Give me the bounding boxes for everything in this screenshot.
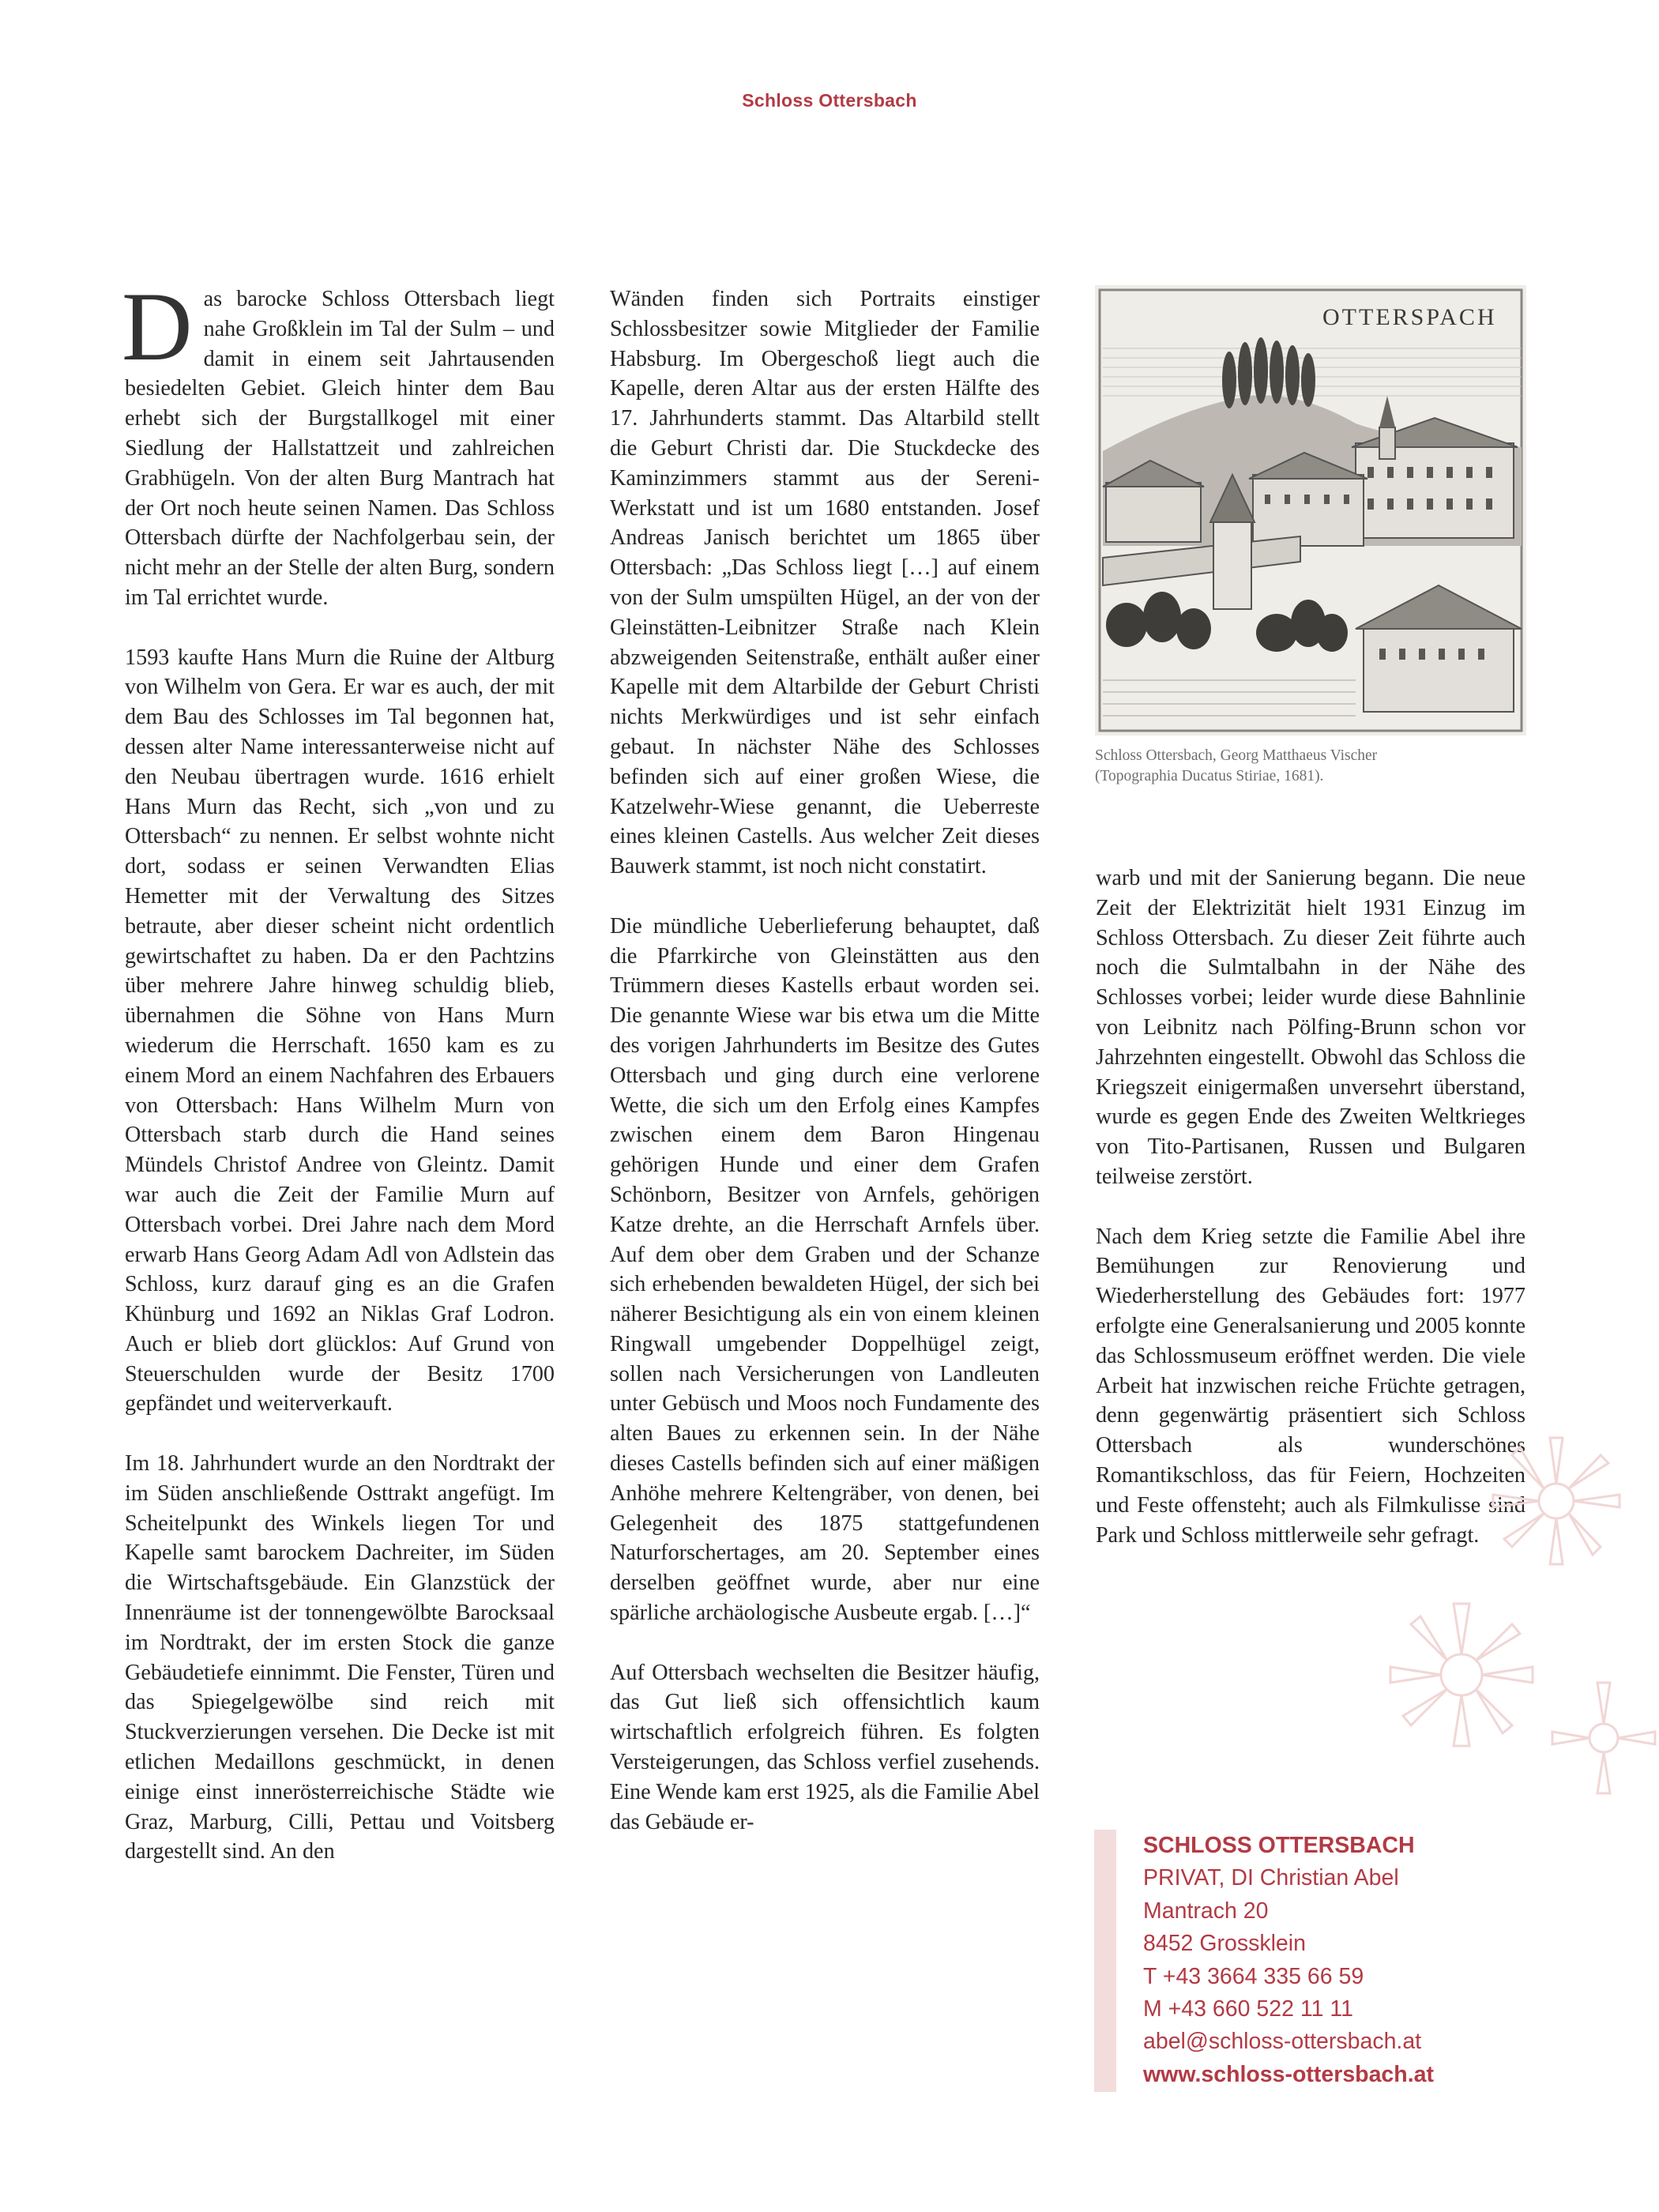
website-link[interactable]: www.schloss-ottersbach.at: [1143, 2061, 1434, 2087]
paragraph-intro: [122, 273, 555, 613]
email-link[interactable]: abel@schloss-ottersbach.at: [1143, 2029, 1422, 2055]
paragraph-intro-text: as barocke Schloss Ottersbach liegt nahe Großklein im Tal der Sulm – und damit in einem seit Jahrtausenden besiedelten Gebiet. Gleich hinter dem Bau erhebt sich der Burgstallkogel mit einer Siedlung der Hallstattzeit und zahlreichen Grabhügeln. Von der alten Burg Mantrach hat der Ort noch heute seinen Namen. Das Schloss Ottersbach dürfte der Nachfolgerbau sein, der nicht mehr an der Stelle der alten Burg, sondern im Tal errichtet wurde.: [125, 287, 555, 610]
article-column-1: [122, 273, 555, 1867]
caption-line: Schloss Ottersbach, Georg Matthaeus Vischer: [1095, 747, 1378, 764]
castle-engraving-image: [1095, 285, 1526, 735]
paragraph: Im 18. Jahrhundert wurde an den Nordtrakt der im Süden anschließende Osttrakt angefügt. Im Scheitelpunkt des Winkels liegen Tor und Kapelle samt barockem Dachreiter, im Süden die Wirtschaftsgebäude. Ein Glanzstück der Innenräume ist der tonnengewölbte Barocksaal im Nordtrakt, der im ersten Stock die ganze Gebäudetiefe einnimmt. Die Fenster, Türen und das Spiegelgewölbe sind reich mit Stuckverzierungen versehen. Die Decke ist mit etlichen Medaillons geschmückt, in denen einige einst innerösterreichische Städte wie Graz, Marburg, Cilli, Pettau und Voitsberg dargestellt sind. An den: [125, 1451, 555, 1864]
phone-number: T +43 3664 335 66 59: [1143, 1963, 1364, 1989]
postal-city: 8452 Grossklein: [1143, 1931, 1306, 1957]
contact-info-box: [1094, 1830, 1537, 2092]
article-column-2: [610, 284, 1040, 1837]
venue-name: SCHLOSS OTTERSBACH: [1143, 1833, 1415, 1858]
owner: PRIVAT, DI Christian Abel: [1143, 1865, 1399, 1891]
figure-caption: [1095, 746, 1537, 787]
engraving-title: OTTERSPACH: [1322, 304, 1497, 330]
paragraph: Die mündliche Ueberlieferung behauptet, daß die Pfarrkirche von Gleinstätten aus den Trümmern dieses Kastells erbaut worden sei. Die genannte Wiese war bis etwa um die Mitte des vorigen Jahrhunderts im Besitze des Gutes Ottersbach und ging durch eine verlorene Wette, die sich um den Erfolg eines Kampfes zwischen einem dem Baron Hingenau gehörigen Hunde und einer dem Grafen Schönborn, Besitzer von Arnfels, gehörigen Katze drehte, an die Herrschaft Arnfels über. Auf dem ober dem Graben und der Schanze sich erhebenden bewaldeten Hügel, der sich bei näherer Besichtigung als ein von einem kleinen Ringwall umgebender Doppelhügel zeigt, sollen nach Versicherungen von Landleuten unter Gebüsch und Moos noch Fundamente des alten Baues zu erkennen sein. In der Nähe dieses Castells befinden sich auf einer mäßigen Anhöhe mehrere Keltengräber, von denen, bei Gelegenheit des 1875 stattgefundenen Naturforschertages, am 20. September eines derselben geöffnet wurde, aber nur eine spärliche archäologische Ausbeute ergab. […]“: [610, 913, 1040, 1626]
castle-engraving-drawing: [1095, 285, 1526, 735]
mobile-number: M +43 660 522 11 11: [1143, 1996, 1353, 2022]
floral-decoration-icon: [1343, 1406, 1659, 1849]
street-address: Mantrach 20: [1143, 1898, 1269, 1924]
paragraph: 1593 kaufte Hans Murn die Ruine der Altburg von Wilhelm von Gera. Er war es auch, der mit dem Bau des Schlosses im Tal begonnen hat, dessen alter Name interessanterweise nicht auf den Neubau übertragen wurde. 1616 erhielt Hans Murn das Recht, sich „von und zu Ottersbach“ zu nennen. Er selbst wohnte nicht dort, sodass er seinen Verwandten Elias Hemetter mit der Verwaltung des Sitzes betraute, aber dieser scheint nicht ordentlich gewirtschaftet zu haben. Da er den Pachtzins über mehrere Jahre hinweg schuldig blieb, übernahmen die Söhne von Hans Murn wiederum die Herrschaft. 1650 kam es zu einem Mord an einem Nachfahren des Erbauers von Ottersbach: Hans Wilhelm Murn von Ottersbach starb durch die Hand seines Mündels Christof Andree von Gleintz. Damit war auch die Zeit der Familie Murn auf Ottersbach vorbei. Drei Jahre nach dem Mord erwarb Hans Georg Adam Adl von Adlstein das Schloss, kurz darauf ging es an die Grafen Khünburg und 1692 an Niklas Graf Lodron. Auch er blieb dort glücklos: Auf Grund von Steuerschulden wurde der Besitz 1700 gepfändet und weiterverkauft.: [125, 645, 555, 1416]
page-header-title: Schloss Ottersbach: [742, 90, 917, 111]
drop-cap: D: [122, 273, 193, 381]
info-accent-bar: [1094, 1830, 1116, 2092]
paragraph: Wänden finden sich Portraits einstiger Schlossbesitzer sowie Mitglieder der Familie Habsburg. Im Obergeschoß liegt auch die Kapelle, deren Altar aus der ersten Hälfte des 17. Jahrhunderts stammt. Das Altarbild stellt die Geburt Christi dar. Die Stuckdecke des Kaminzimmers stammt aus der Sereni-Werkstatt und ist um 1680 entstanden. Josef Andreas Janisch berichtet um 1865 über Ottersbach: „Das Schloss liegt […] auf einem von der Sulm umspülten Hügel, an der von der Gleinstätten-Leibnitzer Straße nach Klein abzweigenden Seitenstraße, enthält außer einer Kapelle mit dem Altarbilde der Geburt Christi nichts Merkwürdiges und ist sehr einfach gebaut. In nächster Nähe des Schlosses befinden sich auf einer großen Wiese, die Katzelwehr-Wiese genannt, die Ueberreste eines kleinen Castells. Aus welcher Zeit dieses Bauwerk stammt, ist noch nicht constatirt.: [610, 287, 1040, 879]
paragraph: warb und mit der Sanierung begann. Die neue Zeit der Elektrizität hielt 1931 Einzug im Schloss Ottersbach. Zu dieser Zeit führte auch noch die Sulmtalbahn in der Nähe des Schlosses vorbei; leider wurde diese Bahnlinie von Leibnitz nach Pölfing-Brunn schon vor Jahrzehnten eingestellt. Obwohl das Schloss die Kriegszeit einigermaßen unversehrt überstand, wurde es gegen Ende des Zweiten Weltkrieges von Tito-Partisanen, Russen und Bulgaren teilweise zerstört.: [1096, 866, 1525, 1189]
caption-line: (Topographia Ducatus Stiriae, 1681).: [1095, 768, 1324, 784]
contact-details: [1143, 1830, 1434, 2091]
paragraph: Nach dem Krieg setzte die Familie Abel ihre Bemühungen zur Renovierung und Wiederherstellung des Gebäudes fort: 1977 erfolgte eine Generalsanierung und 2005 konnte das Schlossmuseum eröffnet werden. Die viele Arbeit hat inzwischen reiche Früchte getragen, denn gegenwärtig präsentiert sich Schloss Ottersbach als wunderschönes Romantikschloss, das für Feiern, Hochzeiten und Feste offensteht; auch als Filmkulisse sind Park und Schloss mittlerweile sehr gefragt.: [1096, 1224, 1525, 1548]
paragraph: Auf Ottersbach wechselten die Besitzer häufig, das Gut ließ sich offensichtlich kaum wirtschaftlich erfolgreich führen. Es folgten Versteigerungen, das Schloss verfiel zusehends. Eine Wende kam erst 1925, als die Familie Abel das Gebäude er-: [610, 1660, 1040, 1834]
